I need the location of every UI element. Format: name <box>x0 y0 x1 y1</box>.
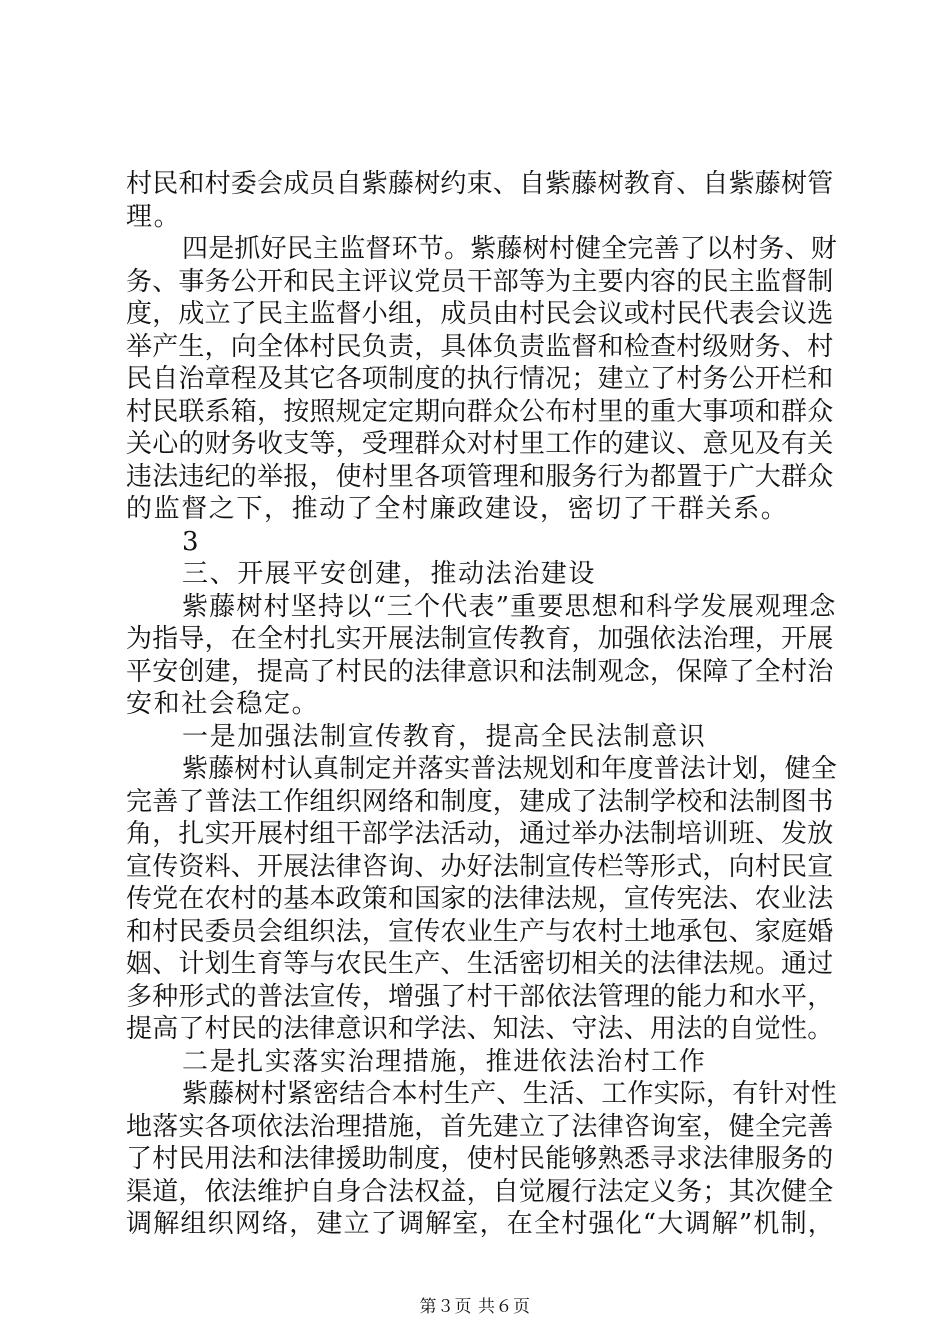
text-line: 务、事务公开和民主评议党员干部等为主要内容的民主监督制 <box>126 266 834 297</box>
text-line: 宣传资料、开展法律咨询、办好法制宣传栏等形式，向村民宣 <box>126 851 834 882</box>
text-line: 村民和村委会成员自紫藤树约束、自紫藤树教育、自紫藤树管 <box>126 169 834 199</box>
text-line: 姻、计划生育等与农民生产、生活密切相关的法律法规。通过 <box>126 949 834 979</box>
text-line: 举产生，向全体村民负责，具体负责监督和检查村级财务、村 <box>126 331 834 362</box>
page-footer: 第３页 共６页 <box>419 1297 531 1317</box>
text-line: 地落实各项依法治理措施，首先建立了法律咨询室，健全完善 <box>126 1111 834 1142</box>
text-line: 紫藤树村紧密结合本村生产、生活、工作实际，有针对性 <box>182 1079 838 1109</box>
text-line: 提高了村民的法律意识和学法、知法、守法、用法的自觉性。 <box>126 1014 834 1044</box>
text-line: 安和社会稳定。 <box>126 689 320 719</box>
text-line: 四是抓好民主监督环节。紫藤树村健全完善了以村务、财 <box>182 234 838 264</box>
text-line: 角，扎实开展村组干部学法活动，通过举办法制培训班、发放 <box>126 819 834 849</box>
text-line: 传党在农村的基本政策和国家的法律法规，宣传宪法、农业法 <box>126 884 834 914</box>
document-body <box>126 168 838 1241</box>
text-line: 为指导，在全村扎实开展法制宣传教育，加强依法治理，开展 <box>126 624 834 654</box>
text-line: 村民联系箱，按照规定定期向群众公布村里的重大事项和群众 <box>126 396 834 427</box>
text-line: 多种形式的普法宣传，增强了村干部依法管理的能力和水平， <box>126 981 834 1012</box>
text-line: 的监督之下，推动了全村廉政建设，密切了干群关系。 <box>126 494 789 524</box>
text-line: 民自治章程及其它各项制度的执行情况；建立了村务公开栏和 <box>126 364 834 394</box>
text-line: 二是扎实落实治理措施，推进依法治村工作 <box>182 1046 707 1077</box>
text-line: 完善了普法工作组织网络和制度，建成了法制学校和法制图书 <box>126 786 834 817</box>
text-line: 平安创建，提高了村民的法律意识和法制观念，保障了全村治 <box>126 656 834 687</box>
text-line: 调解组织网络，建立了调解室，在全村强化“大调解”机制， <box>126 1209 835 1239</box>
text-line: 三、开展平安创建，推动法治建设 <box>182 559 597 589</box>
text-line: 渠道，依法维护自身合法权益，自觉履行法定义务；其次健全 <box>126 1176 834 1207</box>
text-line: 紫藤树村坚持以“三个代表”重要思想和科学发展观理念 <box>182 591 837 622</box>
text-line: 关心的财务收支等，受理群众对村里工作的建议、意见及有关 <box>126 429 834 459</box>
text-line: 违法违纪的举报，使村里各项管理和服务行为都置于广大群众 <box>126 461 834 492</box>
text-line: 度，成立了民主监督小组，成员由村民会议或村民代表会议选 <box>126 299 834 329</box>
text-line: 了村民用法和法律援助制度，使村民能够熟悉寻求法律服务的 <box>126 1144 834 1174</box>
text-line: 3 <box>182 526 201 557</box>
text-line: 和村民委员会组织法，宣传农业生产与农村土地承包、家庭婚 <box>126 916 834 947</box>
text-line: 理。 <box>126 201 182 232</box>
text-line: 一是加强法制宣传教育，提高全民法制意识 <box>182 721 707 752</box>
text-line: 紫藤树村认真制定并落实普法规划和年度普法计划，健全 <box>182 754 838 784</box>
